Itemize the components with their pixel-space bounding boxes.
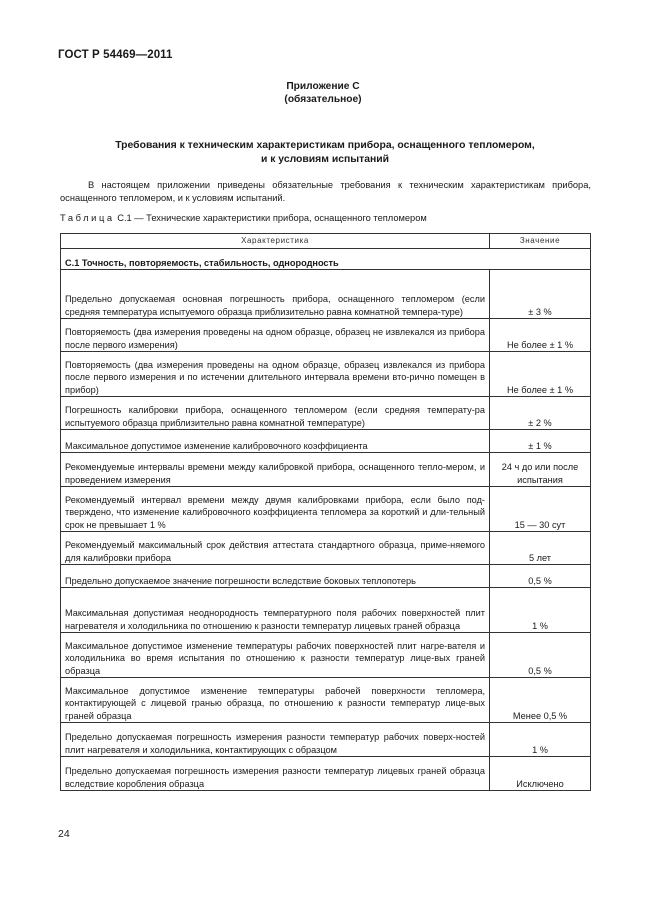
table-row — [61, 270, 591, 319]
table-row — [61, 487, 591, 532]
characteristic-cell: Предельно допускаемая погрешность измерения разности температур лицевых граней образца вследствие коробления образца — [61, 757, 490, 791]
appendix-title: Приложение С — [286, 81, 360, 92]
value-cell: ± 3 % — [490, 270, 591, 319]
appendix-block — [0, 80, 646, 106]
table-row — [61, 723, 591, 757]
page-number: 24 — [58, 828, 70, 840]
value-cell: 1 % — [490, 588, 591, 633]
table-caption-text: С.1 — Технические характеристики прибора, оснащенного тепломером — [117, 213, 427, 223]
spec-table — [60, 233, 591, 791]
value-cell: Исключено — [490, 757, 591, 791]
table-row — [61, 678, 591, 723]
value-cell: 5 лет — [490, 532, 591, 565]
table-header-row — [61, 234, 591, 249]
section-heading — [60, 139, 590, 167]
characteristic-cell: Максимальное допустимое изменение калибровочного коэффициента — [61, 430, 490, 453]
value-cell: 1 % — [490, 723, 591, 757]
table-row — [61, 453, 591, 487]
characteristic-cell: Максимальное допустимое изменение температуры рабочих поверхностей плит нагре-вателя и холодильника во время испытания по отношению к разности температур лице-вых граней образца — [61, 633, 490, 678]
characteristic-cell: Предельно допускаемая погрешность измерения разности температур рабочих поверх-ностей плит нагревателя и холодильника, контактирующих с образцом — [61, 723, 490, 757]
characteristic-cell: Максимальное допустимое изменение температуры рабочей поверхности тепломера, контактирующей с лицевой гранью образца, по отношению к разности температур лице-вых граней образца — [61, 678, 490, 723]
header-value: Значение — [490, 234, 591, 249]
characteristic-cell: Погрешность калибровки прибора, оснащенного тепломером (если средняя температу-ра испытуемого образца приблизительно равна комнатной температуре) — [61, 397, 490, 430]
value-cell: ± 2 % — [490, 397, 591, 430]
document-code: ГОСТ Р 54469—2011 — [58, 49, 173, 61]
table-row — [61, 352, 591, 397]
table-caption-prefix: Таблица — [60, 213, 115, 223]
table-row — [61, 565, 591, 588]
section-row — [61, 249, 591, 270]
value-cell: Не более ± 1 % — [490, 319, 591, 352]
table-row — [61, 633, 591, 678]
table-row — [61, 532, 591, 565]
table-row — [61, 588, 591, 633]
value-cell: 0,5 % — [490, 565, 591, 588]
table-row — [61, 757, 591, 791]
appendix-status: (обязательное) — [284, 94, 362, 105]
characteristic-cell: Рекомендуемый максимальный срок действия аттестата стандартного образца, приме-няемого для калибровки прибора — [61, 532, 490, 565]
intro-paragraph: В настоящем приложении приведены обязательные требования к техническим характеристикам прибора, оснащенного тепломером, и к условиям испытаний. — [60, 180, 591, 203]
value-cell: ± 1 % — [490, 430, 591, 453]
characteristic-cell: Предельно допускаемое значение погрешности вследствие боковых теплопотерь — [61, 565, 490, 588]
value-cell: 0,5 % — [490, 633, 591, 678]
characteristic-cell: Рекомендуемые интервалы времени между калибровкой прибора, оснащенного тепло-мером, и проведением измерения — [61, 453, 490, 487]
header-characteristic: Характеристика — [61, 234, 490, 249]
characteristic-cell: Повторяемость (два измерения проведены на одном образце, образец извлекался из прибора после первого измерения и по истечении длительного интервала времени вто-рично помещен в прибор) — [61, 352, 490, 397]
characteristic-cell: Максимальная допустимая неоднородность температурного поля рабочих поверхностей плит нагревателя и холодильника по отношению к разности температур лицевых граней образца — [61, 588, 490, 633]
heading-line-2: и к условиям испытаний — [260, 154, 390, 165]
value-cell: 15 — 30 сут — [490, 487, 591, 532]
section-title: С.1 Точность, повторяемость, стабильность, однородность — [61, 249, 591, 270]
value-cell: Менее 0,5 % — [490, 678, 591, 723]
table-row — [61, 397, 591, 430]
value-cell: 24 ч до или после испытания — [490, 453, 591, 487]
characteristic-cell: Рекомендуемый интервал времени между двумя калибровками прибора, если было под-тверждено, что изменение калибровочного коэффициента тепломера за короткий и дли-тельный срок не превышает 1 % — [61, 487, 490, 532]
characteristic-cell: Повторяемость (два измерения проведены на одном образце, образец не извлекался из прибора после первого измерения) — [61, 319, 490, 352]
table-caption — [60, 213, 427, 223]
heading-line-1: Требования к техническим характеристикам прибора, оснащенного тепломером, — [115, 140, 535, 151]
table-row — [61, 319, 591, 352]
characteristic-cell: Предельно допускаемая основная погрешность прибора, оснащенного тепломером (если средняя температура испытуемого образца приблизительно равна комнатной темпера-туре) — [61, 270, 490, 319]
table-row — [61, 430, 591, 453]
value-cell: Не более ± 1 % — [490, 352, 591, 397]
